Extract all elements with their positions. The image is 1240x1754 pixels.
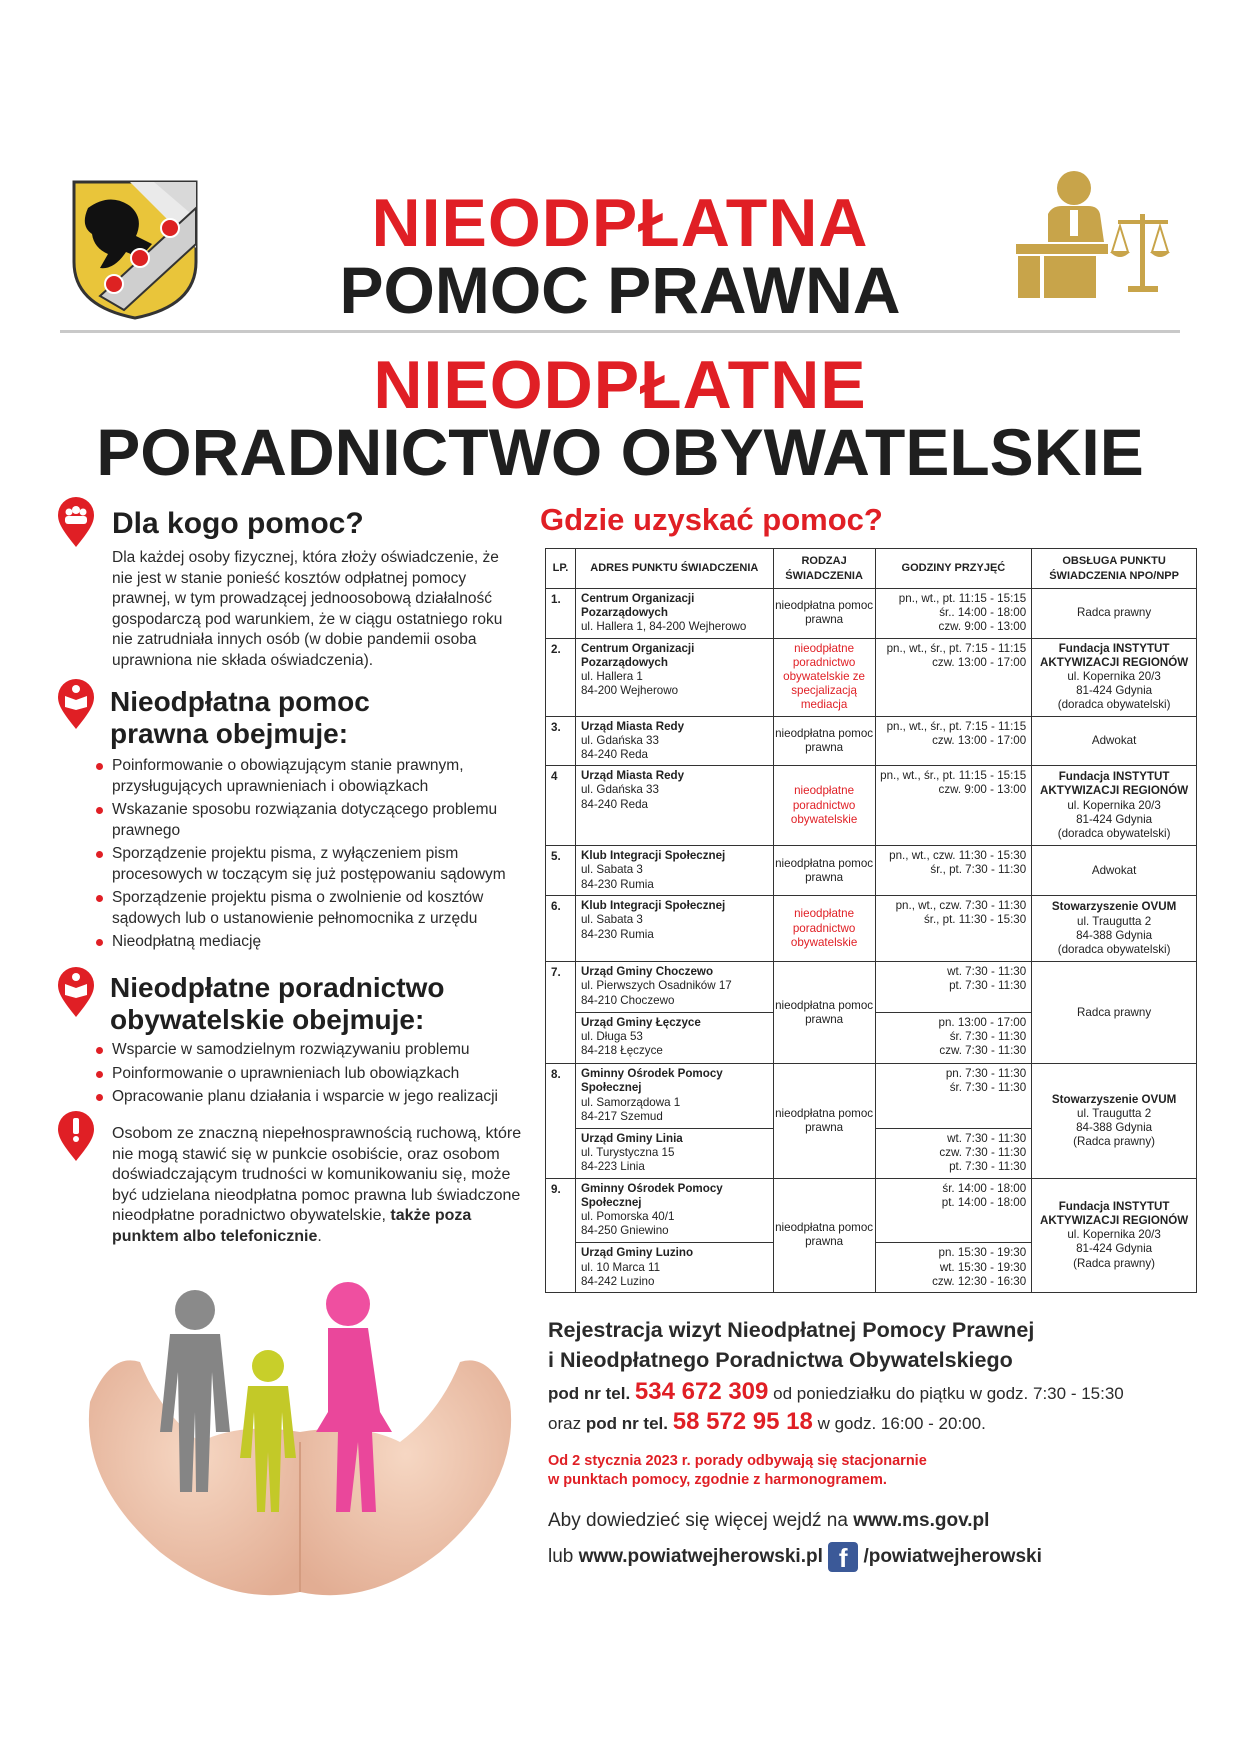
- who-text: Dla każdej osoby fizycznej, która złoży oświadczenie, że nie jest w stanie ponieść kosztów odpłatnej pomocy prawnej, w tym prowadzącej jednoosobową działalność gospodarczą pod warunkiem, że w ciągu ostatniego roku nie zatrudniała innych osób (w dobie pandemii osoba uprawniona nie składa oświadczenia).: [112, 549, 503, 669]
- table-header-row: [546, 549, 1197, 589]
- registration-heading-2: i Nieodpłatnego Poradnictwa Obywatelskiego: [548, 1348, 1013, 1372]
- table-row: 3. Urząd Miasta Redy ul. Gdańska 33 84-240 Reda nieodpłatna pomoc prawna pn., wt., śr., pt. 7:15 - 11:15 czw. 13:00 - 17:00 Adwokat: [546, 716, 1197, 766]
- list-item: Sporządzenie projektu pisma, z wyłączeniem pism procesowych w toczącym się już postępowaniu sądowym: [96, 844, 526, 885]
- list-item: Sporządzenie projektu pisma o zwolnienie od kosztów sądowych lub o ustanowienie pełnomocnika z urzędu: [96, 888, 526, 929]
- reading-pin-icon: [56, 966, 96, 1018]
- list-item: Wskazanie sposobu rozwiązania dotyczącego problemu prawnego: [96, 800, 526, 841]
- table-row: 2. Centrum Organizacji Pozarządowych ul. Hallera 1 84-200 Wejherowo nieodpłatne poradnictwo obywatelskie ze specjalizacją mediacja pn., wt., śr., pt. 7:15 - 11:15 czw. 13:00 - 17:00 Fundacja INSTYTUT AKTYWIZACJI REGIONÓW ul. Kopernika 20/3 81-424 Gdynia (doradca obywatelski): [546, 638, 1197, 716]
- col-type: RODZAJ ŚWIADCZENIA: [773, 549, 875, 589]
- family-hands-image: [80, 1262, 520, 1612]
- justice-scale-icon: [1012, 170, 1180, 302]
- reading-pin-icon: [56, 678, 96, 730]
- col-lp: LP.: [546, 549, 576, 589]
- facebook-icon[interactable]: f: [828, 1542, 858, 1572]
- title-line-1: NIEODPŁATNA: [371, 185, 869, 261]
- civic-heading-2: obywatelskie obejmuje:: [110, 1004, 425, 1035]
- col-service: OBSŁUGA PUNKTU ŚWIADCZENIA NPO/NPP: [1032, 549, 1197, 589]
- phone-link[interactable]: 58 572 95 18: [672, 1408, 813, 1435]
- table-row: 8. Gminny Ośrodek Pomocy Społecznej ul. Samorządowa 1 84-217 Szemud Urząd Gminy Linia ul. Turystyczna 15 84-223 Linia nieodpłatna pomoc prawna pn. 7:30 - 11:30 śr. 7:30 - 11:30 wt. 7:30 - 11:30 czw. 7:30 - 11:30 pt. 7:30 - 11:30 Stowarzyszenie OVUM ul. Traugutta 2 84-388 Gdynia (Radca prawny): [546, 1064, 1197, 1178]
- col-hours: GODZINY PRZYJĘĆ: [875, 549, 1032, 589]
- group-pin-icon: [56, 496, 96, 548]
- table-row: 9. Gminny Ośrodek Pomocy Społecznej ul. Pomorska 40/1 84-250 Gniewino Urząd Gminy Luzino ul. 10 Marca 11 84-242 Luzino nieodpłatna pomoc prawna śr. 14:00 - 18:00 pt. 14:00 - 18:00 pn. 15:30 - 19:30 wt. 15:30 - 19:30 czw. 12:30 - 16:30 Fundacja INSTYTUT AKTYWIZACJI REGIONÓW ul. Kopernika 20/3 81-424 Gdynia (Radca prawny): [546, 1178, 1197, 1292]
- list-item: Poinformowanie o obowiązującym stanie prawnym, przysługujących uprawnieniach i obowiązkach: [96, 756, 526, 797]
- more-info-line: Aby dowiedzieć się więcej wejdź na www.ms.gov.pl: [548, 1510, 990, 1531]
- table-row: 4 Urząd Miasta Redy ul. Gdańska 33 84-240 Reda nieodpłatne poradnictwo obywatelskie pn., wt., śr., pt. 11:15 - 15:15 czw. 9:00 - 13:00 Fundacja INSTYTUT AKTYWIZACJI REGIONÓW ul. Kopernika 20/3 81-424 Gdynia (doradca obywatelski): [546, 766, 1197, 846]
- list-item: Nieodpłatną mediację: [96, 932, 526, 953]
- title-line-3: NIEODPŁATNE: [373, 347, 867, 423]
- stationary-note-2: w punktach pomocy, zgodnie z harmonogramem.: [548, 1472, 887, 1488]
- list-item: Poinformowanie o uprawnieniach lub obowiązkach: [96, 1064, 526, 1085]
- legal-list: [96, 756, 526, 956]
- civic-heading-1: Nieodpłatne poradnictwo: [110, 972, 445, 1003]
- civic-list: [96, 1040, 526, 1111]
- title-line-2: POMOC PRAWNA: [339, 253, 901, 327]
- registration-heading-1: Rejestracja wizyt Nieodpłatnej Pomocy Prawnej: [548, 1318, 1035, 1342]
- legal-heading-1: Nieodpłatna pomoc: [110, 686, 370, 717]
- col-address: ADRES PUNKTU ŚWIADCZENIA: [575, 549, 773, 589]
- title-line-4: PORADNICTWO OBYWATELSKIE: [96, 415, 1144, 489]
- list-item: Wsparcie w samodzielnym rozwiązywaniu problemu: [96, 1040, 526, 1061]
- powiat-link[interactable]: www.powiatwejherowski.pl: [578, 1546, 823, 1568]
- facebook-link[interactable]: /powiatwejherowski: [863, 1546, 1042, 1568]
- registration-phone-1: pod nr tel. 534 672 309 od poniedziałku do piątku w godz. 7:30 - 15:30: [548, 1378, 1124, 1405]
- disability-note: Osobom ze znaczną niepełnosprawnością ruchową, które nie mogą stawić się w punkcie osobiście, oraz osobom doświadczającym trudności w komunikowaniu się, może być udzielana nieodpłatna pomoc prawna lub świadczone nieodpłatne poradnictwo obywatelskie, także poza punktem albo telefonicznie.: [112, 1125, 522, 1245]
- header-divider: [60, 330, 1180, 333]
- legal-heading-2: prawna obejmuje:: [110, 718, 349, 749]
- table-row: 7. Urząd Gminy Choczewo ul. Pierwszych Osadników 17 84-210 Choczewo Urząd Gminy Łęczyce ul. Długa 53 84-218 Łęczyce nieodpłatna pomoc prawna wt. 7:30 - 11:30 pt. 7:30 - 11:30 pn. 13:00 - 17:00 śr. 7:30 - 11:30 czw. 7:30 - 11:30 Radca prawny: [546, 962, 1197, 1064]
- table-row: 6. Klub Integracji Społecznej ul. Sabata 3 84-230 Rumia nieodpłatne poradnictwo obywatelskie pn., wt., czw. 7:30 - 11:30 śr., pt. 11:30 - 15:30 Stowarzyszenie OVUM ul. Traugutta 2 84-388 Gdynia (doradca obywatelski): [546, 896, 1197, 962]
- help-points-table: [545, 548, 1197, 1293]
- more-info-line-2: lub www.powiatwejherowski.pl f /powiatwejherowski: [548, 1543, 1042, 1573]
- list-item: Opracowanie planu działania i wsparcie w jego realizacji: [96, 1087, 526, 1108]
- table-title: Gdzie uzyskać pomoc?: [540, 502, 883, 537]
- registration-phone-2: oraz pod nr tel. 58 572 95 18 w godz. 16:00 - 20:00.: [548, 1408, 986, 1435]
- table-row: 1. Centrum Organizacji Pozarządowych ul. Hallera 1, 84-200 Wejherowo nieodpłatna pomoc prawna pn., wt., pt. 11:15 - 15:15 śr.. 14:00 - 18:00 czw. 9:00 - 13:00 Radca prawny: [546, 589, 1197, 639]
- exclamation-pin-icon: [56, 1110, 96, 1162]
- stationary-note-1: Od 2 stycznia 2023 r. porady odbywają się stacjonarnie: [548, 1453, 927, 1469]
- table-row: 5. Klub Integracji Społecznej ul. Sabata 3 84-230 Rumia nieodpłatna pomoc prawna pn., wt., czw. 11:30 - 15:30 śr., pt. 7:30 - 11:30 Adwokat: [546, 846, 1197, 896]
- ms-gov-link[interactable]: www.ms.gov.pl: [853, 1510, 990, 1531]
- who-heading: Dla kogo pomoc?: [112, 507, 364, 540]
- phone-link[interactable]: 534 672 309: [634, 1378, 769, 1405]
